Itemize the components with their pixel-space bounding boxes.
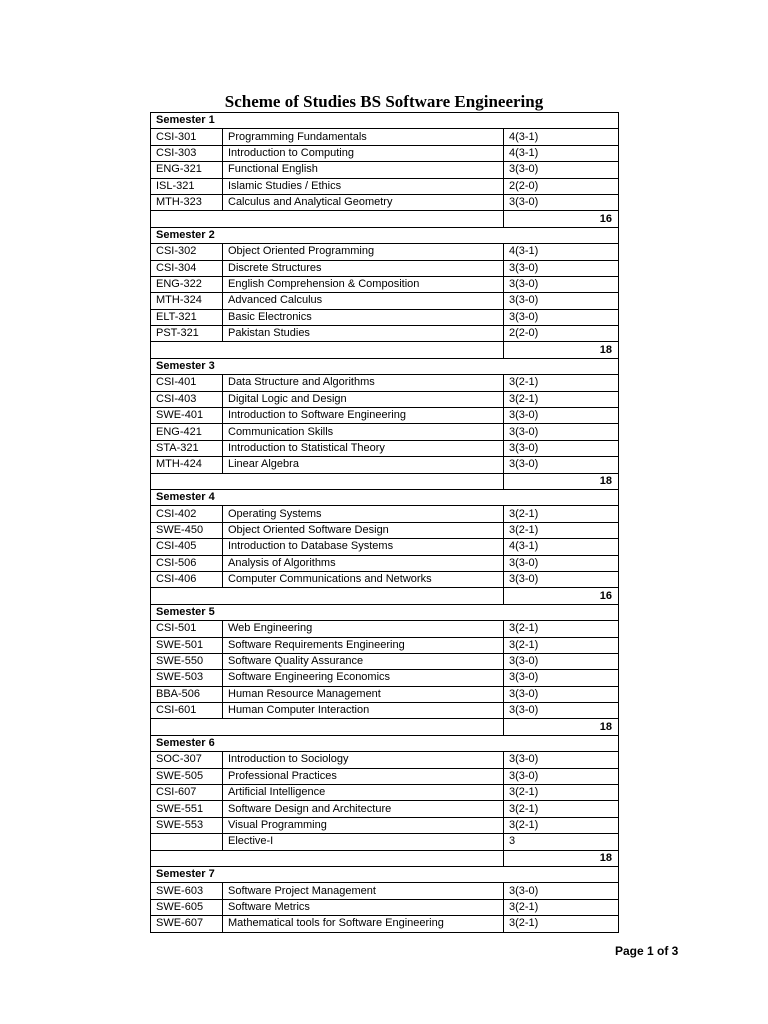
course-code: ISL-321 <box>151 178 223 194</box>
course-title: Pakistan Studies <box>223 326 504 342</box>
course-row <box>151 555 619 571</box>
course-credits: 3(3-0) <box>504 571 619 587</box>
course-code: CSI-607 <box>151 785 223 801</box>
course-title: Human Resource Management <box>223 686 504 702</box>
course-row <box>151 768 619 784</box>
course-title: Computer Communications and Networks <box>223 571 504 587</box>
semester-header <box>151 358 619 374</box>
course-row <box>151 539 619 555</box>
course-row <box>151 506 619 522</box>
semester-total: 16 <box>504 588 619 604</box>
course-code: SWE-501 <box>151 637 223 653</box>
course-credits: 3(2-1) <box>504 621 619 637</box>
semester-total: 18 <box>504 473 619 489</box>
course-credits: 3(2-1) <box>504 899 619 915</box>
course-title: Elective-I <box>223 834 504 850</box>
semester-total-row <box>151 342 619 358</box>
course-credits: 4(3-1) <box>504 129 619 145</box>
course-code: CSI-301 <box>151 129 223 145</box>
course-row <box>151 194 619 210</box>
course-credits: 3(2-1) <box>504 375 619 391</box>
course-title: Mathematical tools for Software Engineering <box>223 916 504 932</box>
course-code: SWE-605 <box>151 899 223 915</box>
semester-total-row <box>151 719 619 735</box>
course-row <box>151 129 619 145</box>
course-row <box>151 309 619 325</box>
course-row <box>151 457 619 473</box>
course-title: Software Project Management <box>223 883 504 899</box>
course-credits: 3(3-0) <box>504 408 619 424</box>
course-code: SWE-603 <box>151 883 223 899</box>
course-title: Software Quality Assurance <box>223 653 504 669</box>
semester-total-row <box>151 211 619 227</box>
course-row <box>151 424 619 440</box>
semester-label: Semester 5 <box>151 604 619 620</box>
total-spacer <box>151 588 504 604</box>
course-code: CSI-506 <box>151 555 223 571</box>
course-code: BBA-506 <box>151 686 223 702</box>
course-credits: 3(3-0) <box>504 293 619 309</box>
semester-label: Semester 6 <box>151 735 619 751</box>
course-title: Software Requirements Engineering <box>223 637 504 653</box>
semester-label: Semester 7 <box>151 866 619 882</box>
course-code: MTH-323 <box>151 194 223 210</box>
total-spacer <box>151 719 504 735</box>
semester-label: Semester 1 <box>151 113 619 129</box>
semester-total: 18 <box>504 342 619 358</box>
course-title: Object Oriented Software Design <box>223 522 504 538</box>
course-credits: 4(3-1) <box>504 539 619 555</box>
semester-total: 18 <box>504 850 619 866</box>
course-row <box>151 391 619 407</box>
course-code: CSI-401 <box>151 375 223 391</box>
course-title: Software Engineering Economics <box>223 670 504 686</box>
semester-header <box>151 866 619 882</box>
course-title: Basic Electronics <box>223 309 504 325</box>
course-code: PST-321 <box>151 326 223 342</box>
course-code: SOC-307 <box>151 752 223 768</box>
course-credits: 3(2-1) <box>504 916 619 932</box>
course-title: Linear Algebra <box>223 457 504 473</box>
course-row <box>151 817 619 833</box>
course-credits: 4(3-1) <box>504 145 619 161</box>
course-credits: 3(2-1) <box>504 391 619 407</box>
course-row <box>151 621 619 637</box>
course-row <box>151 752 619 768</box>
course-credits: 4(3-1) <box>504 244 619 260</box>
course-row <box>151 834 619 850</box>
course-title: Professional Practices <box>223 768 504 784</box>
course-row <box>151 178 619 194</box>
course-code: CSI-405 <box>151 539 223 555</box>
scheme-table-body <box>151 113 619 933</box>
page-title: Scheme of Studies BS Software Engineering <box>224 92 544 111</box>
semester-total: 18 <box>504 719 619 735</box>
course-row <box>151 326 619 342</box>
course-code: SWE-550 <box>151 653 223 669</box>
course-code: SWE-551 <box>151 801 223 817</box>
course-title: Digital Logic and Design <box>223 391 504 407</box>
course-row <box>151 276 619 292</box>
course-title: Artificial Intelligence <box>223 785 504 801</box>
course-credits: 3(3-0) <box>504 752 619 768</box>
course-title: Operating Systems <box>223 506 504 522</box>
course-credits: 3(3-0) <box>504 162 619 178</box>
course-credits: 3(2-1) <box>504 785 619 801</box>
course-code: CSI-601 <box>151 703 223 719</box>
course-code: CSI-303 <box>151 145 223 161</box>
course-title: Software Design and Architecture <box>223 801 504 817</box>
semester-total-row <box>151 850 619 866</box>
semester-header <box>151 735 619 751</box>
course-code: CSI-406 <box>151 571 223 587</box>
course-row <box>151 571 619 587</box>
course-code: SWE-505 <box>151 768 223 784</box>
course-title: Advanced Calculus <box>223 293 504 309</box>
course-title: Discrete Structures <box>223 260 504 276</box>
course-row <box>151 883 619 899</box>
course-title: Software Metrics <box>223 899 504 915</box>
course-credits: 3(2-1) <box>504 506 619 522</box>
course-title: Calculus and Analytical Geometry <box>223 194 504 210</box>
course-title: Functional English <box>223 162 504 178</box>
course-code: SWE-503 <box>151 670 223 686</box>
course-credits: 3(3-0) <box>504 768 619 784</box>
semester-total-row <box>151 588 619 604</box>
course-credits: 3(3-0) <box>504 309 619 325</box>
course-credits: 3(2-1) <box>504 637 619 653</box>
course-title: Introduction to Database Systems <box>223 539 504 555</box>
course-code: SWE-607 <box>151 916 223 932</box>
course-credits: 3(3-0) <box>504 703 619 719</box>
course-code: MTH-324 <box>151 293 223 309</box>
course-row <box>151 916 619 932</box>
course-code: CSI-302 <box>151 244 223 260</box>
course-credits: 3 <box>504 834 619 850</box>
course-credits: 3(2-1) <box>504 817 619 833</box>
semester-header <box>151 113 619 129</box>
course-credits: 3(3-0) <box>504 670 619 686</box>
page-number: Page 1 of 3 <box>615 944 679 958</box>
course-row <box>151 686 619 702</box>
course-code: SWE-450 <box>151 522 223 538</box>
semester-header <box>151 489 619 505</box>
total-spacer <box>151 211 504 227</box>
course-credits: 3(3-0) <box>504 555 619 571</box>
course-credits: 3(3-0) <box>504 653 619 669</box>
total-spacer <box>151 473 504 489</box>
course-title: Data Structure and Algorithms <box>223 375 504 391</box>
course-row <box>151 522 619 538</box>
course-code: MTH-424 <box>151 457 223 473</box>
course-code: STA-321 <box>151 440 223 456</box>
course-title: Programming Fundamentals <box>223 129 504 145</box>
course-row <box>151 670 619 686</box>
course-title: English Comprehension & Composition <box>223 276 504 292</box>
course-code: SWE-401 <box>151 408 223 424</box>
course-credits: 3(3-0) <box>504 424 619 440</box>
course-row <box>151 637 619 653</box>
course-credits: 3(3-0) <box>504 457 619 473</box>
course-code: CSI-402 <box>151 506 223 522</box>
course-credits: 2(2-0) <box>504 326 619 342</box>
course-title: Web Engineering <box>223 621 504 637</box>
course-credits: 3(2-1) <box>504 522 619 538</box>
semester-label: Semester 4 <box>151 489 619 505</box>
course-row <box>151 801 619 817</box>
course-credits: 3(3-0) <box>504 440 619 456</box>
total-spacer <box>151 850 504 866</box>
course-title: Visual Programming <box>223 817 504 833</box>
course-title: Introduction to Sociology <box>223 752 504 768</box>
course-title: Introduction to Statistical Theory <box>223 440 504 456</box>
course-code: ENG-322 <box>151 276 223 292</box>
course-title: Islamic Studies / Ethics <box>223 178 504 194</box>
course-code: ENG-321 <box>151 162 223 178</box>
course-row <box>151 293 619 309</box>
course-code: CSI-403 <box>151 391 223 407</box>
total-spacer <box>151 342 504 358</box>
semester-header <box>151 604 619 620</box>
course-code: CSI-304 <box>151 260 223 276</box>
course-credits: 2(2-0) <box>504 178 619 194</box>
course-title: Analysis of Algorithms <box>223 555 504 571</box>
course-credits: 3(3-0) <box>504 194 619 210</box>
course-title: Object Oriented Programming <box>223 244 504 260</box>
course-row <box>151 260 619 276</box>
scheme-table <box>150 112 619 933</box>
course-credits: 3(3-0) <box>504 260 619 276</box>
semester-total: 16 <box>504 211 619 227</box>
course-row <box>151 375 619 391</box>
course-code: SWE-553 <box>151 817 223 833</box>
semester-total-row <box>151 473 619 489</box>
semester-label: Semester 3 <box>151 358 619 374</box>
semester-header <box>151 227 619 243</box>
course-code: ELT-321 <box>151 309 223 325</box>
course-title: Introduction to Software Engineering <box>223 408 504 424</box>
course-row <box>151 899 619 915</box>
course-code <box>151 834 223 850</box>
course-title: Introduction to Computing <box>223 145 504 161</box>
course-credits: 3(3-0) <box>504 883 619 899</box>
course-row <box>151 408 619 424</box>
course-code: CSI-501 <box>151 621 223 637</box>
course-row <box>151 653 619 669</box>
course-credits: 3(3-0) <box>504 276 619 292</box>
course-title: Human Computer Interaction <box>223 703 504 719</box>
course-credits: 3(2-1) <box>504 801 619 817</box>
course-row <box>151 785 619 801</box>
course-row <box>151 703 619 719</box>
course-row <box>151 440 619 456</box>
course-title: Communication Skills <box>223 424 504 440</box>
semester-label: Semester 2 <box>151 227 619 243</box>
course-row <box>151 162 619 178</box>
course-row <box>151 244 619 260</box>
course-code: ENG-421 <box>151 424 223 440</box>
course-credits: 3(3-0) <box>504 686 619 702</box>
course-row <box>151 145 619 161</box>
